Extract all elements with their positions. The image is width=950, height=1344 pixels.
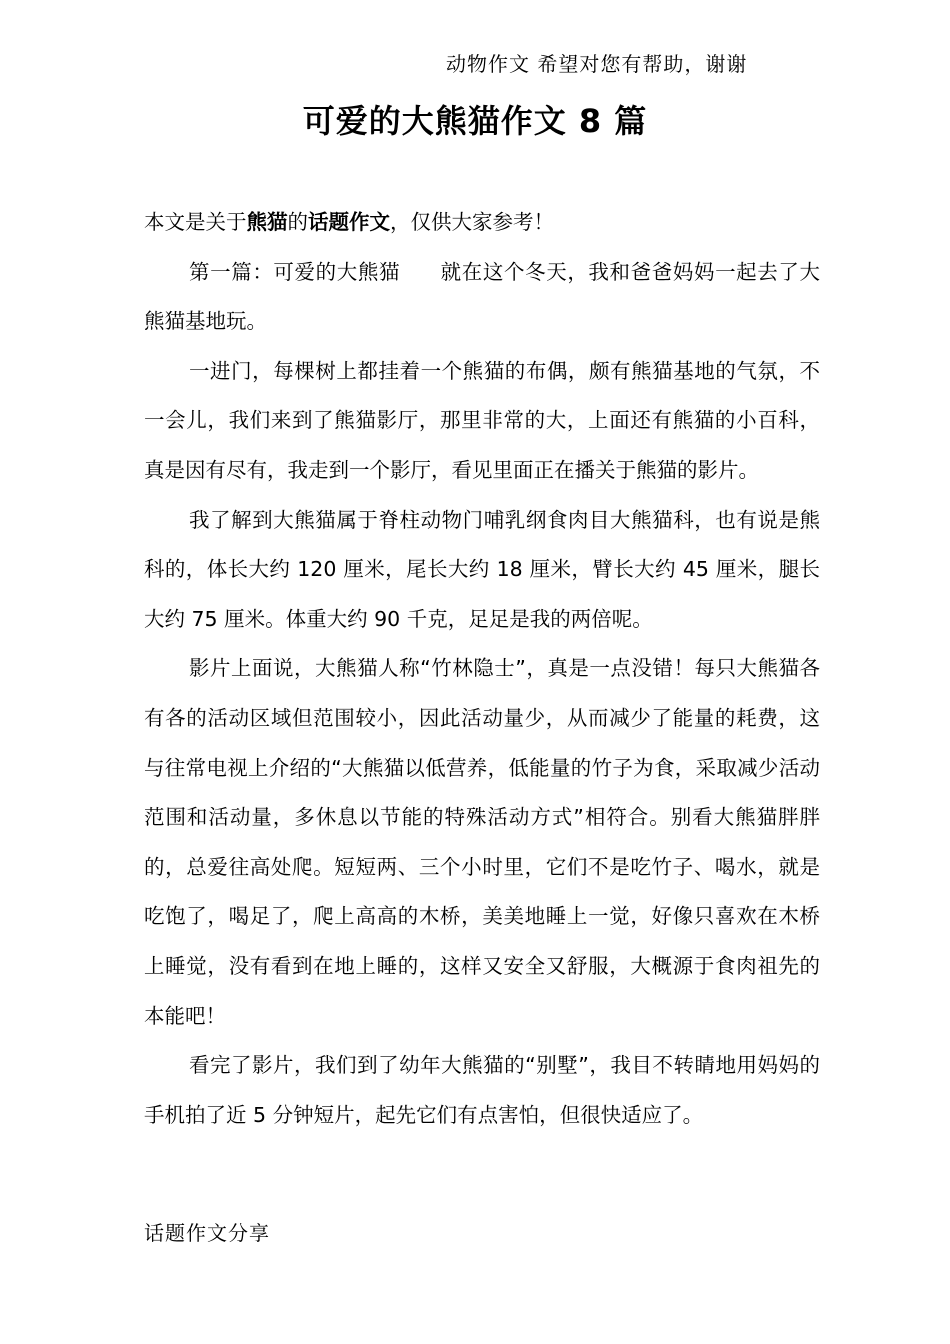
paragraph-4: 影片上面说，大熊猫人称“竹林隐士”，真是一点没错！每只大熊猫各有各的活动区域但范围较小，因此活动量少，从而减少了能量的耗费，这与往常电视上介绍的“大熊猫以低营养，低能量的竹子为食，采取减少活动范围和活动量，多休息以节能的特殊活动方式”相符合。别看大熊猫胖胖的，总爱往高处爬。短短两、三个小时里，它们不是吃竹子、喝水，就是吃饱了，喝足了，爬上高高的木桥，美美地睡上一觉，好像只喜欢在木桥上睡觉，没有看到在地上睡的，这样又安全又舒服，大概源于食肉祖先的本能吧！ — [144, 656, 820, 1028]
paragraph-1 — [144, 248, 820, 347]
document-body — [144, 198, 820, 1140]
intro-keyword-topic: 话题作文 — [308, 210, 390, 234]
paragraph-3: 我了解到大熊猫属于脊柱动物门哺乳纲食肉目大熊猫科，也有说是熊科的，体长大约 120 厘米，尾长大约 18 厘米，臂长大约 45 厘米，腿长大约 75 厘米。体重大约 90 千克，足足是我的两倍呢。 — [144, 507, 820, 631]
intro-suffix: ，仅供大家参考！ — [390, 210, 554, 234]
intro-keyword-panda: 熊猫 — [246, 210, 288, 234]
intro-paragraph — [144, 198, 820, 248]
intro-middle: 的 — [287, 210, 308, 234]
chapter-heading: 第一篇：可爱的大熊猫 — [189, 259, 401, 284]
paragraph-2: 一进门，每棵树上都挂着一个熊猫的布偶，颇有熊猫基地的气氛，不一会儿，我们来到了熊猫影厅，那里非常的大，上面还有熊猫的小百科，真是因有尽有，我走到一个影厅，看见里面正在播关于熊猫的影片。 — [144, 358, 820, 482]
page-header: 动物作文 希望对您有帮助，谢谢 — [446, 52, 748, 76]
intro-prefix: 本文是关于 — [144, 210, 247, 234]
document-title: 可爱的大熊猫作文 8 篇 — [302, 102, 648, 140]
paragraph-5: 看完了影片，我们到了幼年大熊猫的“别墅”，我目不转睛地用妈妈的手机拍了近 5 分钟短片，起先它们有点害怕，但很快适应了。 — [144, 1053, 820, 1127]
page-footer: 话题作文分享 — [144, 1221, 270, 1245]
paragraph-1-text: 就在这个冬天，我和爸爸妈妈一起去了大熊猫基地玩。 — [144, 259, 821, 334]
